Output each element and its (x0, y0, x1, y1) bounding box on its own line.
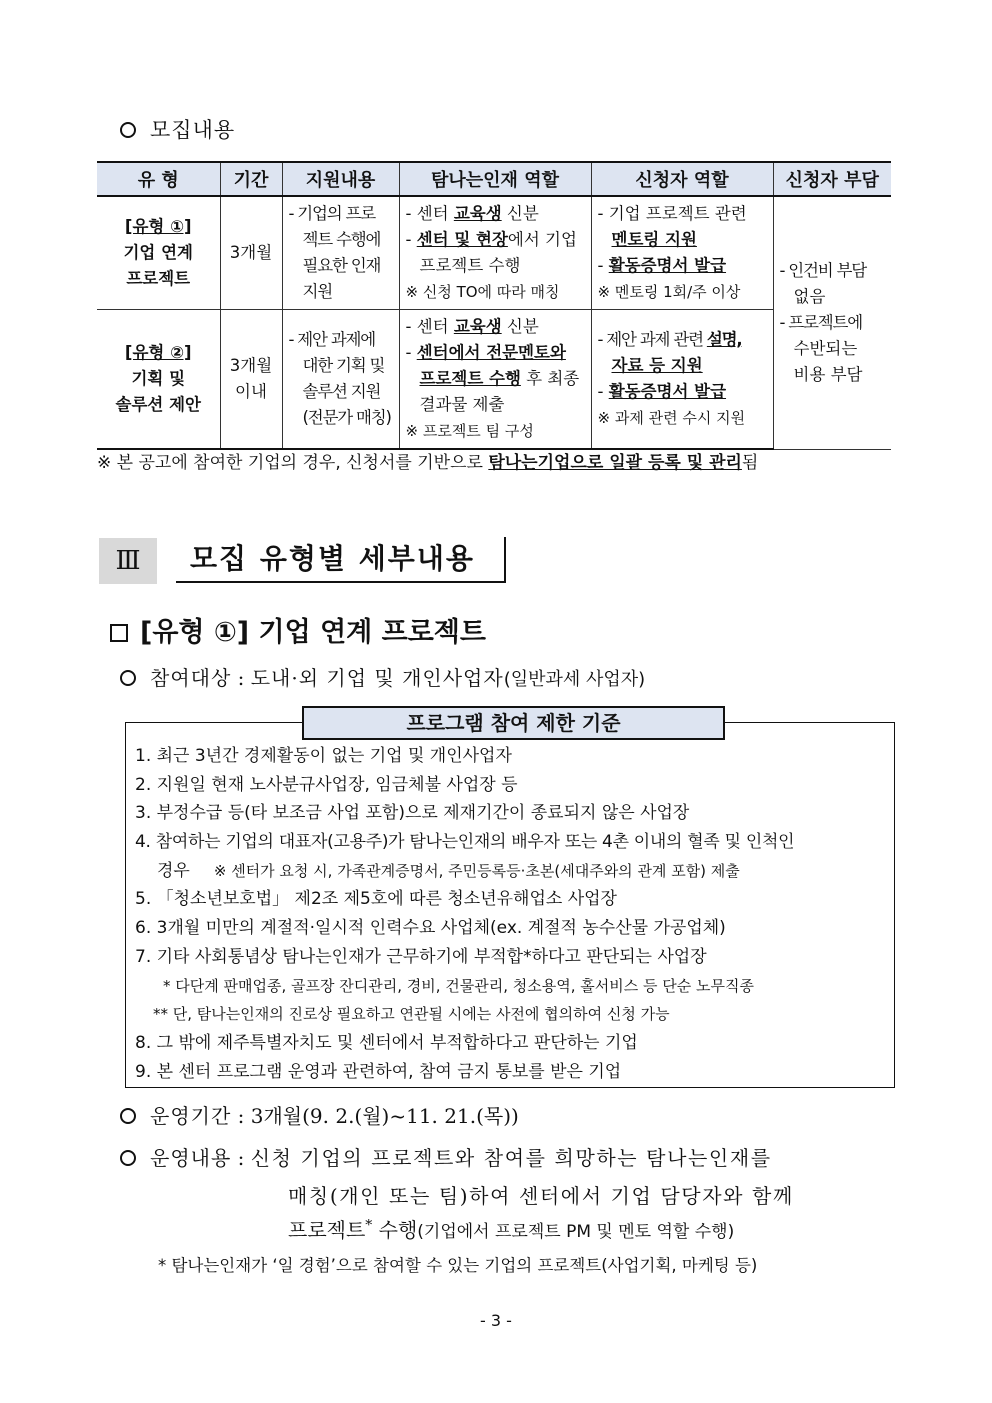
content-text: 수행 (372, 1218, 418, 1242)
list-item: 9. 본 센터 프로그램 운영과 관련하여, 참여 금지 통보를 받은 기업 (135, 1061, 622, 1082)
section-number: Ⅲ (99, 538, 157, 584)
support-line: - 기업의 프로 (288, 204, 376, 223)
type-line: [유형 ②] (124, 343, 192, 362)
applicant-line: - 기업 프로젝트 관련 (597, 204, 747, 223)
text: 에서 기업 (507, 230, 577, 249)
content-label: 운영내용 (150, 1146, 232, 1170)
type1-heading (110, 610, 486, 649)
text: 설명, (706, 330, 742, 349)
period-label: 운영기간 (150, 1104, 232, 1128)
text: 교육생 (453, 204, 502, 223)
circle-bullet-icon (120, 1108, 136, 1124)
circle-bullet-icon (120, 670, 136, 686)
burden-line: 수반되는 (793, 338, 858, 358)
note-text: ※ 본 공고에 참여한 기업의 경우, 신청서를 기반으로 (97, 453, 489, 473)
type-line: 솔루션 제안 (115, 395, 201, 414)
cell-burden (773, 196, 891, 449)
page-number: - 3 - (480, 1311, 512, 1330)
cell-period-2 (220, 310, 282, 450)
text: 활동증명서 발급 (608, 256, 727, 275)
table-row (97, 310, 891, 450)
header-period: 기간 (220, 162, 282, 196)
text: - (405, 230, 417, 249)
footnote-marker: * (365, 1217, 373, 1234)
note-text: 됨 (741, 453, 759, 473)
cell-type-1 (97, 196, 220, 310)
support-line: (전문가 매칭) (302, 408, 391, 427)
section-title: 모집 유형별 세부내용 (176, 537, 506, 583)
text: 후 최종 (520, 369, 580, 388)
period-line: 3개월 (229, 356, 273, 375)
square-bullet-icon (110, 624, 128, 642)
list-note: ** 단, 탐나는인재의 진로상 필요하고 연관될 시에는 사전에 협의하여 신청 가능 (153, 1005, 670, 1024)
cell-period-1: 3개월 (220, 196, 282, 310)
header-type: 유 형 (97, 162, 220, 196)
type-line: [유형 ①] (124, 217, 192, 236)
text: 프로젝트 수행 (419, 369, 521, 388)
recruit-table (97, 161, 891, 450)
period-line (120, 1100, 519, 1129)
list-item-cont (135, 857, 891, 886)
type-line: 기획 및 (131, 369, 186, 388)
text: - (597, 256, 609, 275)
text: - (597, 382, 609, 401)
list-note: * 다단계 판매업종, 골프장 잔디관리, 경비, 건물관리, 청소용역, 홀서비스 등 단순 노무직종 (163, 976, 754, 995)
cell-talent-2 (399, 310, 591, 450)
type-line: 기업 연계 (123, 243, 193, 262)
list-item: 1. 최근 3년간 경제활동이 없는 기업 및 개인사업자 (135, 746, 512, 766)
header-burden: 신청자 부담 (773, 162, 891, 196)
restriction-title: 프로그램 참여 제한 기준 (302, 706, 725, 740)
list-item: 6. 3개월 미만의 계절적·일시적 인력수요 사업체(ex. 계절적 농수산물 가공업체) (135, 918, 726, 939)
applicant-line: 멘토링 지원 (611, 230, 697, 249)
support-line: 솔루션 지원 (302, 382, 381, 401)
text: 경우 (157, 860, 190, 881)
burden-line: 비용 부담 (793, 364, 863, 384)
text: 교육생 (453, 317, 502, 336)
talent-line: 결과물 제출 (419, 395, 505, 414)
text: - 센터 (405, 317, 454, 336)
talent-line (406, 314, 585, 340)
table-row (97, 196, 891, 310)
talent-line: 프로젝트 수행 (419, 256, 521, 275)
period-value: 3개월(9. 2.(월)~11. 21.(목)) (250, 1104, 519, 1128)
cell-support-2 (282, 310, 399, 450)
talent-line (406, 201, 585, 227)
content-line (120, 1142, 772, 1171)
text: 센터 및 현장 (416, 230, 508, 249)
list-item: 4. 참여하는 기업의 대표자(고용주)가 탐나는인재의 배우자 또는 4촌 이내의 혈족 및 인척인 (135, 832, 795, 853)
separator: : (231, 1146, 251, 1170)
content-line3 (288, 1214, 734, 1243)
cell-applicant-1 (591, 196, 773, 310)
applicant-line: 자료 등 지원 (611, 356, 703, 375)
burden-line: - 인건비 부담 (779, 260, 867, 280)
applicant-note: ※ 멘토링 1회/주 이상 (597, 283, 741, 301)
content-text: 프로젝트 (288, 1218, 366, 1242)
talent-line (406, 227, 585, 253)
text: 센터에서 전문멘토와 (416, 343, 566, 362)
applicant-line (598, 327, 767, 353)
period-line: 이내 (235, 382, 267, 401)
list-item: 2. 지원일 현재 노사분규사업장, 임금체불 사업장 등 (135, 774, 518, 795)
applicant-note: ※ 과제 관련 수시 지원 (597, 409, 746, 427)
talent-line (406, 366, 585, 392)
type-line: 프로젝트 (126, 269, 191, 288)
text: 활동증명서 발급 (608, 382, 727, 401)
support-line: 대한 기획 및 (302, 356, 385, 375)
list-item: 3. 부정수급 등(타 보조금 사업 포함)으로 제재기간이 종료되지 않은 사업장 (135, 803, 690, 824)
separator: : (231, 1104, 251, 1128)
circle-bullet-icon (120, 122, 136, 138)
participants-line (120, 662, 645, 691)
text: 신분 (501, 317, 539, 336)
list-item: 7. 기타 사회통념상 탐나는인재가 근무하기에 부적합*하다고 판단되는 사업장 (135, 946, 707, 967)
text: - (405, 343, 417, 362)
participants-value: 도내·외 기업 및 개인사업자 (250, 666, 504, 690)
cell-type-2 (97, 310, 220, 450)
separator: : (231, 666, 251, 690)
applicant-line (598, 379, 767, 405)
text: 신분 (501, 204, 539, 223)
applicant-line (598, 253, 767, 279)
talent-note: ※ 프로젝트 팀 구성 (405, 422, 534, 440)
list-note: ※ 센터가 요청 시, 가족관계증명서, 주민등록등·초본(세대주와의 관계 포함) 제출 (213, 861, 740, 880)
talent-note: ※ 신청 TO에 따라 매칭 (405, 283, 560, 301)
section-heading-text: 모집내용 (150, 118, 236, 142)
participants-note: (일반과세 사업자) (503, 669, 646, 690)
talent-line (406, 340, 585, 366)
content-text: 매칭(개인 또는 팀)하여 센터에서 기업 담당자와 함께 (288, 1184, 794, 1208)
circle-bullet-icon (120, 1150, 136, 1166)
support-line: 젝트 수행에 (302, 230, 381, 249)
content-text: 신청 기업의 프로젝트와 참여를 희망하는 탐나는인재를 (250, 1146, 772, 1170)
cell-talent-1 (399, 196, 591, 310)
text: - 센터 (405, 204, 454, 223)
participants-label: 참여대상 (150, 666, 232, 690)
burden-line: - 프로젝트에 (779, 312, 862, 332)
note-emphasis: 탐나는기업으로 일괄 등록 및 관리 (488, 453, 742, 473)
registration-note (97, 448, 758, 473)
table-header-row (97, 162, 891, 196)
restriction-list (135, 742, 891, 1086)
support-line: 필요한 인재 (302, 256, 381, 275)
header-applicant-role: 신청자 역할 (591, 162, 773, 196)
type1-title: [유형 ①] 기업 연계 프로젝트 (140, 617, 486, 648)
burden-line: 없음 (793, 286, 826, 306)
header-talent-role: 탐나는인재 역할 (399, 162, 591, 196)
cell-applicant-2 (591, 310, 773, 450)
cell-support-1 (282, 196, 399, 310)
text: - 제안 과제 관련 (597, 330, 707, 349)
list-item: 8. 그 밖에 제주특별자치도 및 센터에서 부적합하다고 판단하는 기업 (135, 1032, 638, 1053)
content-footnote: * 탐나는인재가 ‘일 경험’으로 참여할 수 있는 기업의 프로젝트(사업기획, 마케팅 등) (158, 1256, 758, 1275)
support-line: 지원 (302, 282, 332, 301)
section-heading-recruit (120, 114, 235, 144)
support-line: - 제안 과제에 (288, 330, 376, 349)
content-note: (기업에서 프로젝트 PM 및 멘토 역할 수행) (417, 1222, 735, 1242)
header-support: 지원내용 (282, 162, 399, 196)
list-item: 5. 「청소년보호법」 제2조 제5호에 따른 청소년유해업소 사업장 (135, 889, 617, 910)
